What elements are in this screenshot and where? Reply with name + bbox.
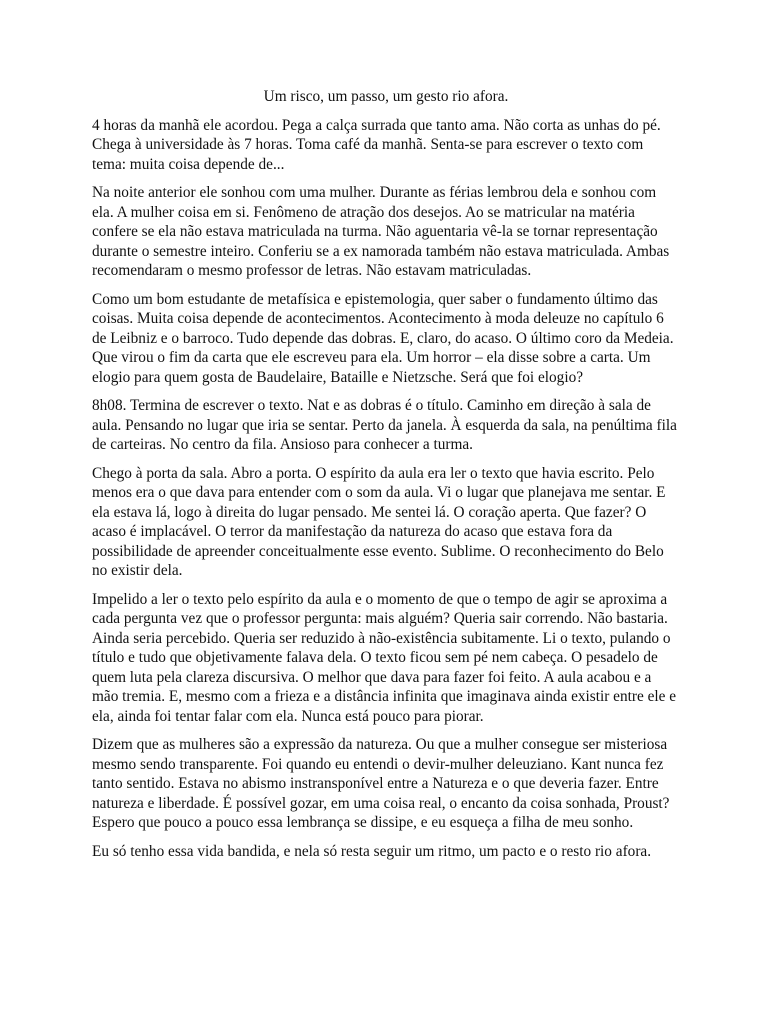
paragraph-8: Eu só tenho essa vida bandida, e nela só resta seguir um ritmo, um pacto e o resto rio afora. bbox=[92, 842, 652, 860]
document-body bbox=[92, 87, 680, 870]
paragraph-5: Chego à porta da sala. Abro a porta. O espírito da aula era ler o texto que havia escrito. Pelo menos era o que dava para entender com o som da aula. Vi o lugar que planejava me sentar. E ela estava lá, logo à direita do lugar pensado. Me sentei lá. O coração aperta. Que fazer? O acaso é implacável. O terror da manifestação da natureza do acaso que estava fora da possibilidade de apreender conceitualmente esse evento. Sublime. O reconhecimento do Belo no existir dela. bbox=[92, 464, 666, 579]
paragraph-2: Na noite anterior ele sonhou com uma mulher. Durante as férias lembrou dela e sonhou com ela. A mulher coisa em si. Fenômeno de atração dos desejos. Ao se matricular na matéria confere se ela não estava matriculada na turma. Não aguentaria vê-la se tornar representação durante o semestre inteiro. Conferiu se a ex namorada também não estava matriculada. Ambas recomendaram o mesmo professor de letras. Não estavam matriculadas. bbox=[92, 184, 670, 279]
paragraph-1: 4 horas da manhã ele acordou. Pega a calça surrada que tanto ama. Não corta as unhas do pé. Chega à universidade às 7 horas. Toma café da manhã. Senta-se para escrever o texto com tema: muita coisa depende de... bbox=[92, 116, 661, 173]
paragraph-6: Impelido a ler o texto pelo espírito da aula e o momento de que o tempo de agir se aproxima a cada pergunta vez que o professor pergunta: mais alguém? Queria sair correndo. Não bastaria. Ainda seria percebido. Queria ser reduzido à não-existência subitamente. Li o texto, pulando o título e tudo que objetivamente falava dela. O texto ficou sem pé nem cabeça. O pesadelo de quem luta pela clareza discursiva. O melhor que dava para fazer foi feito. A aula acabou e a mão tremia. E, mesmo com a frieza e a distância infinita que imaginava ainda existir entre ele e ela, ainda foi tentar falar com ela. Nunca está pouco para piorar. bbox=[92, 590, 677, 725]
paragraph-3: Como um bom estudante de metafísica e epistemologia, quer saber o fundamento último das coisas. Muita coisa depende de acontecimentos. Acontecimento à moda deleuze no capítulo 6 de Leibniz e o barroco. Tudo depende das dobras. E, claro, do acaso. O último coro da Medeia. Que virou o fim da carta que ele escreveu para ela. Um horror – ela disse sobre a carta. Um elogio para quem gosta de Baudelaire, Bataille e Nietzsche. Será que foi elogio? bbox=[92, 290, 674, 386]
document-title: Um risco, um passo, um gesto rio afora. bbox=[263, 88, 509, 105]
paragraph-4: 8h08. Termina de escrever o texto. Nat e as dobras é o título. Caminho em direção à sala de aula. Pensando no lugar que iria se sentar. Perto da janela. À esquerda da sala, na penúltima fila de carteiras. No centro da fila. Ansioso para conhecer a turma. bbox=[92, 397, 677, 453]
paragraph-7: Dizem que as mulheres são a expressão da natureza. Ou que a mulher consegue ser misteriosa mesmo sendo transparente. Foi quando eu entendi o devir-mulher deleuziano. Kant nunca fez tanto sentido. Estava no abismo instransponível entre a Natureza e o que deveria fazer. Entre natureza e liberdade. É possível gozar, em uma coisa real, o encanto da coisa sonhada, Proust? Espero que pouco a pouco essa lembrança se dissipe, e eu esqueça a filha de meu sonho. bbox=[92, 736, 670, 831]
